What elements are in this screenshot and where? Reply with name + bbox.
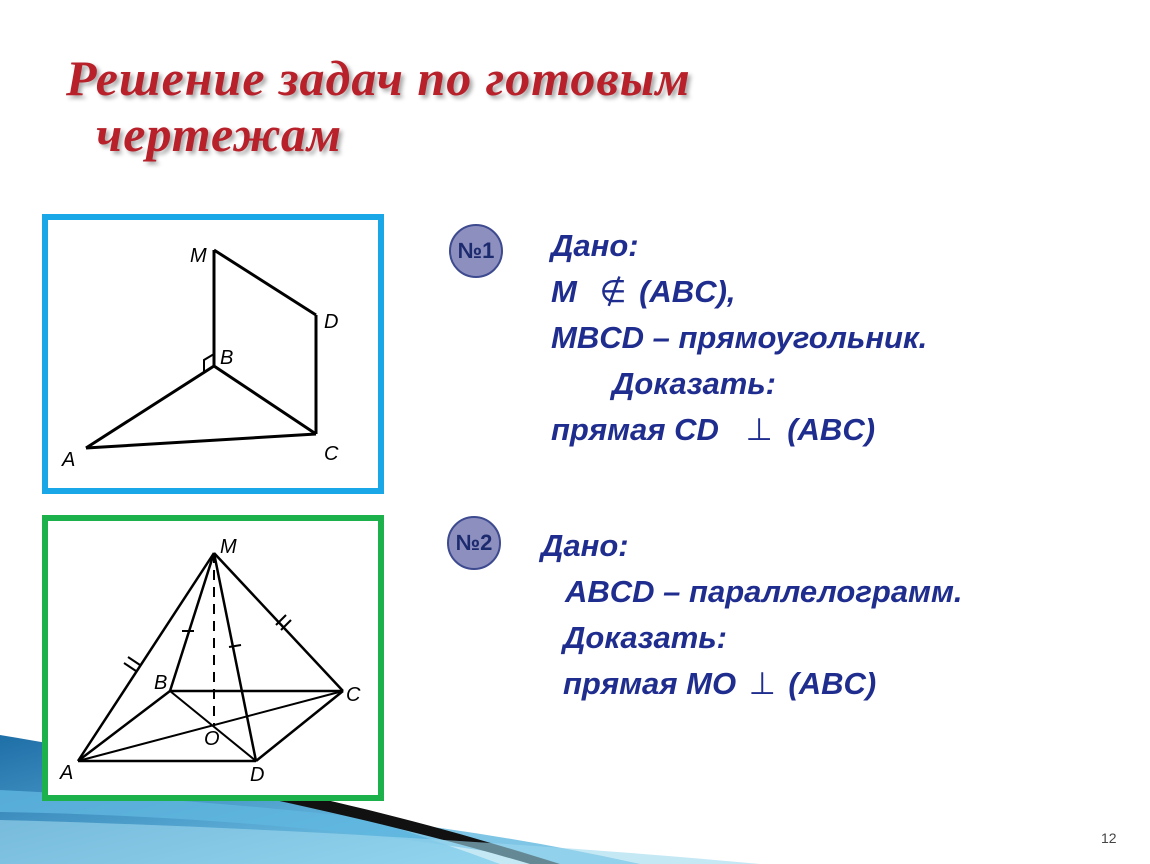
page-number: 12 bbox=[1101, 830, 1117, 846]
label-D: D bbox=[324, 311, 339, 333]
problem-1-given-label: Дано: bbox=[551, 228, 639, 263]
edge-BC bbox=[214, 366, 316, 434]
edge-AB bbox=[78, 691, 170, 761]
title-line-1: Решение задач по готовым bbox=[66, 50, 691, 106]
label-M: M bbox=[190, 245, 207, 267]
figure-2-frame bbox=[42, 515, 384, 801]
problem-2-given-line: ABCD – параллелограмм. bbox=[565, 574, 963, 609]
problem-2-given-label: Дано: bbox=[541, 528, 629, 563]
page-title bbox=[66, 50, 691, 162]
label-D: D bbox=[250, 764, 265, 786]
label-A: A bbox=[62, 449, 76, 471]
given-plane: (ABC), bbox=[639, 274, 736, 309]
not-in-symbol: ∉ bbox=[599, 274, 627, 309]
label-A: A bbox=[60, 762, 74, 784]
problem-2-prove-label: Доказать: bbox=[563, 620, 728, 655]
figure-1-drawing bbox=[48, 220, 378, 488]
prove-prefix: прямая MO bbox=[563, 666, 737, 701]
problem-1-given-line1 bbox=[551, 274, 736, 310]
edge-MD bbox=[214, 553, 256, 761]
problem-1-prove-label: Доказать: bbox=[612, 366, 777, 401]
perpendicular-symbol: ⊥ bbox=[745, 412, 773, 447]
edge-AB bbox=[86, 366, 214, 448]
label-O: O bbox=[204, 728, 220, 750]
label-B: B bbox=[220, 347, 234, 369]
problem-1-badge: №1 bbox=[449, 224, 503, 278]
title-line-2: чертежам bbox=[96, 106, 343, 162]
given-point-m: M bbox=[551, 274, 577, 309]
problem-1-prove-line bbox=[551, 412, 875, 448]
prove-prefix: прямая CD bbox=[551, 412, 719, 447]
edge-MB bbox=[170, 553, 214, 691]
problem-2-prove-line bbox=[563, 666, 876, 702]
prove-plane: (ABC) bbox=[788, 666, 877, 701]
edge-MD bbox=[214, 250, 316, 315]
label-B: B bbox=[154, 672, 168, 694]
problem-2-badge: №2 bbox=[447, 516, 501, 570]
perpendicular-symbol: ⊥ bbox=[748, 666, 776, 701]
figure-1-frame bbox=[42, 214, 384, 494]
problem-1-given-line2: MBCD – прямоугольник. bbox=[551, 320, 928, 355]
prove-plane: (ABC) bbox=[787, 412, 876, 447]
figure-2-drawing bbox=[48, 521, 378, 795]
label-C: C bbox=[346, 684, 361, 706]
edge-AC bbox=[86, 434, 316, 448]
label-M: M bbox=[220, 536, 237, 558]
label-C: C bbox=[324, 443, 339, 465]
